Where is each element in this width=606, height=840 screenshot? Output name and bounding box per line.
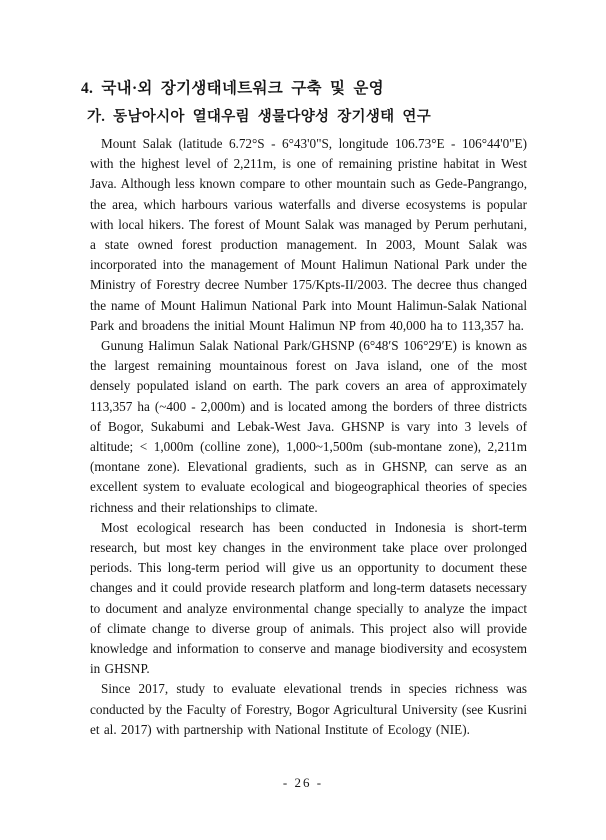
- page-content: [81, 76, 527, 740]
- section-heading: 4. 국내·외 장기생태네트워크 구축 및 운영: [81, 80, 384, 97]
- page-number: - 26 -: [282, 775, 324, 790]
- subsection-heading: 가. 동남아시아 열대우림 생물다양성 장기생태 연구: [87, 109, 431, 125]
- paragraph-study-since-2017: Since 2017, study to evaluate elevational trends in species richness was conducted by the Faculty of Forestry, Bogor Agricultural University (see Kusrini et al. 2017) with partnership with National Institute of Ecology (NIE).: [90, 681, 527, 737]
- paragraph-mount-salak: Mount Salak (latitude 6.72°S - 6°43'0"S, longitude 106.73°E - 106°44'0"E) with the highest level of 2,211m, is one of remaining pristine habitat in West Java. Although less known compare to other mountain such as Gede-Pangrango, the area, which harbours various waterfalls and diverse ecosystems is popular with local hikers. The forest of Mount Salak was managed by Perum perhutani, a state owned forest production management. In 2003, Mount Salak was incorporated into the management of Mount Halimun National Park under the Ministry of Forestry decree Number 175/Kpts-II/2003. The decree thus changed the name of Mount Halimun National Park into Mount Halimun-Salak National Park and broadens the initial Mount Halimun NP from 40,000 ha to 113,357 ha.: [90, 136, 527, 333]
- paragraph-research-rationale: Most ecological research has been conducted in Indonesia is short-term research, but most key changes in the environment take place over prolonged periods. This long-term period will give us an opportunity to document these changes and it could provide research platform and long-term datasets necessary to document and analyze environmental change specially to analyze the impact of climate change to diverse group of animals. This project also will provide knowledge and information to conserve and manage biodiversity and ecosystem in GHSNP.: [90, 519, 527, 677]
- paragraph-ghsnp-description: Gunung Halimun Salak National Park/GHSNP (6°48′S 106°29′E) is known as the largest remaining mountainous forest on Java island, one of the most densely populated island on earth. The park covers an area of approximately 113,357 ha (~400 - 2,000m) and is located among the borders of three districts of Bogor, Sukabumi and Lebak-West Java. GHSNP is vary into 3 levels of altitude; < 1,000m (colline zone), 1,000~1,500m (sub-montane zone), 2,211m (montane zone). Elevational gradients, such as in GHSNP, can serve as an excellent system to evaluate ecological and biogeographical theories of species richness and their relationships to climate.: [90, 338, 527, 515]
